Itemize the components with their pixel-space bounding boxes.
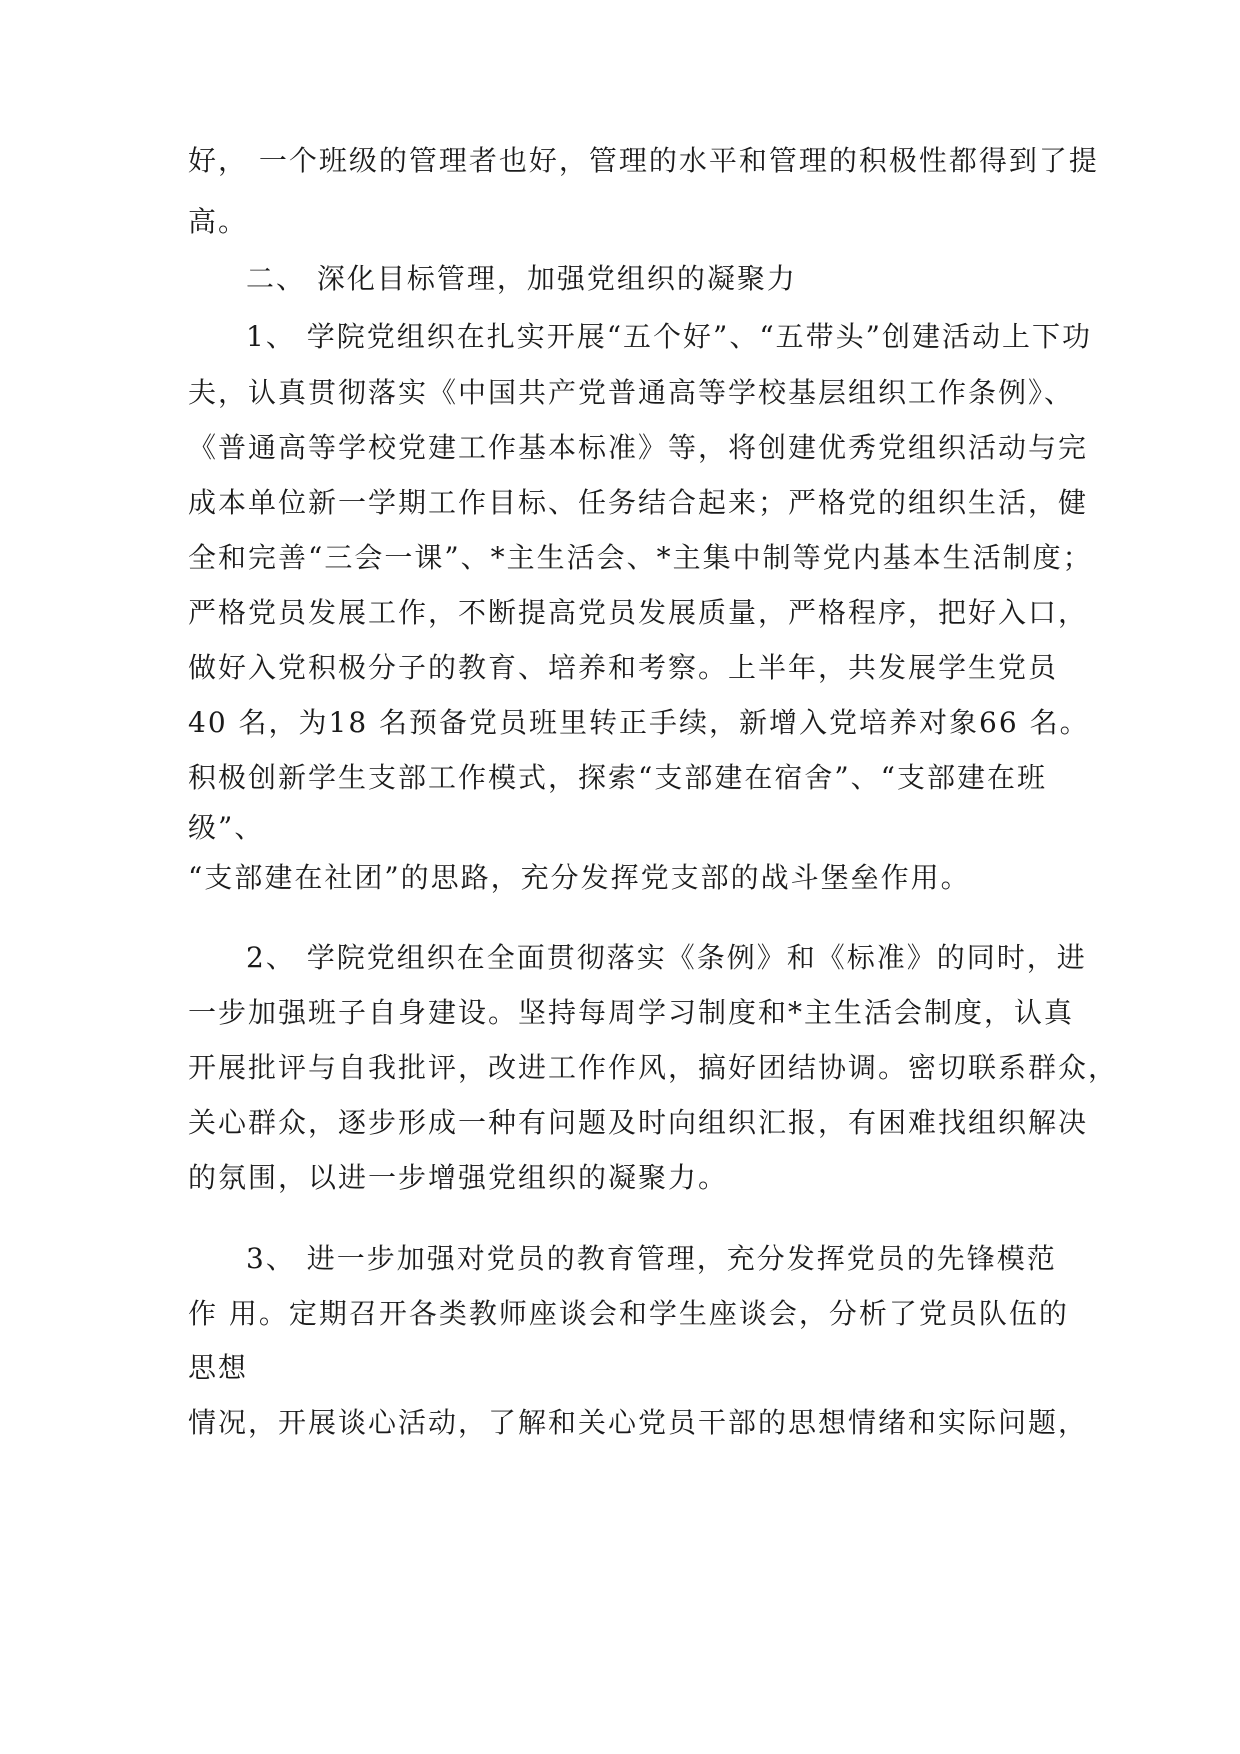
paragraph-line: 关心群众，逐步形成一种有问题及时向组织汇报，有困难找组织解决 — [188, 1106, 1089, 1139]
paragraph-line: 积极创新学生支部工作模式，探索“支部建在宿舍”、“支部建在班 — [188, 761, 1047, 794]
paragraph-line: 开展批评与自我批评，改进工作作风，搞好团结协调。密切联系群众， — [188, 1051, 1119, 1084]
paragraph-line: 一步加强班子自身建设。坚持每周学习制度和*主生活会制度，认真 — [188, 996, 1075, 1029]
paragraph-line: 级”、 — [188, 811, 265, 844]
paragraph-line: 情况，开展谈心活动，了解和关心党员干部的思想情绪和实际问题， — [188, 1406, 1089, 1439]
paragraph-line: “支部建在社团”的思路，充分发挥党支部的战斗堡垒作用。 — [188, 861, 971, 894]
paragraph-line: 做好入党积极分子的教育、培养和考察。上半年，共发展学生党员 — [188, 651, 1059, 684]
paragraph-line: 40 名，为18 名预备党员班里转正手续，新增入党培养对象66 名。 — [188, 706, 1090, 739]
paragraph-line: 思想 — [188, 1351, 249, 1384]
paragraph-line: 全和完善“三会一课”、*主生活会、*主集中制等党内基本生活制度； — [188, 541, 1093, 574]
paragraph-line: 的氛围，以进一步增强党组织的凝聚力。 — [188, 1161, 729, 1194]
section-heading: 二、 深化目标管理，加强党组织的凝聚力 — [246, 262, 797, 295]
paragraph-line: 作 用。定期召开各类教师座谈会和学生座谈会，分析了党员队伍的 — [188, 1297, 1069, 1330]
paragraph-line: 严格党员发展工作，不断提高党员发展质量，严格程序，把好入口， — [188, 596, 1089, 629]
paragraph-line: 高。 — [188, 205, 249, 238]
paragraph-line: 好， 一个班级的管理者也好，管理的水平和管理的积极性都得到了提 — [188, 144, 1099, 177]
paragraph-line: 夫，认真贯彻落实《中国共产党普通高等学校基层组织工作条例》、 — [188, 376, 1075, 409]
paragraph-line: 3、 进一步加强对党员的教育管理，充分发挥党员的先锋模范 — [246, 1242, 1057, 1275]
paragraph-line: 2、 学院党组织在全面贯彻落实《条例》和《标准》的同时，进 — [246, 941, 1087, 974]
paragraph-line: 成本单位新一学期工作目标、任务结合起来；严格党的组织生活，健 — [188, 486, 1089, 519]
paragraph-line: 《普通高等学校党建工作基本标准》等，将创建优秀党组织活动与完 — [188, 431, 1089, 464]
paragraph-line: 1、 学院党组织在扎实开展“五个好”、“五带头”创建活动上下功 — [246, 320, 1092, 353]
